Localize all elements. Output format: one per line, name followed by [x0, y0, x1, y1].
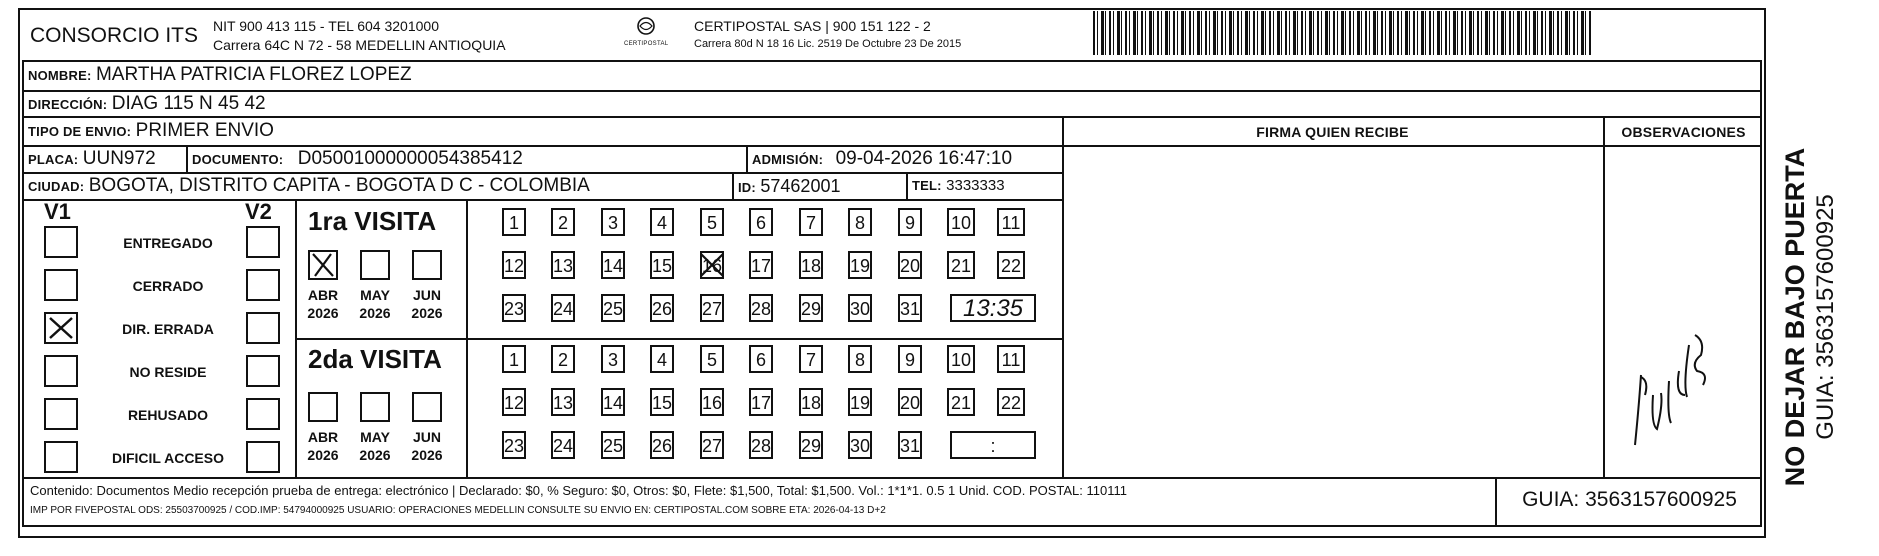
first-visit-day-box[interactable]: 27 [700, 294, 724, 322]
first-visit-day-box[interactable]: 20 [898, 251, 922, 279]
first-visit-day-box[interactable]: 31 [898, 294, 922, 322]
v2-checkbox[interactable] [246, 312, 280, 344]
second-visit-day-box[interactable]: 28 [749, 431, 773, 459]
second-visit-day-box[interactable]: 20 [898, 388, 922, 416]
v1-checkbox[interactable] [44, 226, 78, 258]
first-visit-day-box[interactable]: 2 [551, 208, 575, 236]
observaciones-handwriting [1605, 145, 1762, 475]
firma-header: FIRMA QUIEN RECIBE [1256, 124, 1409, 140]
first-visit-day-box[interactable]: 21 [947, 251, 975, 279]
second-visit-year-label: 2026 [307, 447, 339, 463]
second-visit-day-box[interactable]: 22 [997, 388, 1025, 416]
second-visit-day-box[interactable]: 24 [551, 431, 575, 459]
second-visit-day-box[interactable]: 25 [601, 431, 625, 459]
first-visit-day-box[interactable]: 14 [601, 251, 625, 279]
second-visit-time-box[interactable]: : [950, 431, 1036, 459]
second-visit-day-box[interactable]: 14 [601, 388, 625, 416]
first-visit-day-box[interactable]: 3 [601, 208, 625, 236]
barcode [1093, 11, 1593, 55]
v1-header: V1 [44, 199, 71, 224]
first-visit-day-box[interactable]: 16 [700, 251, 724, 279]
second-visit-month-label: MAY [360, 429, 390, 445]
second-visit-day-box[interactable]: 10 [947, 345, 975, 373]
first-visit-day-box[interactable]: 4 [650, 208, 674, 236]
first-visit-day-box[interactable]: 22 [997, 251, 1025, 279]
check-x-icon [46, 314, 76, 342]
direccion-row [28, 93, 266, 115]
second-visit-year-label: 2026 [411, 447, 443, 463]
certipostal-logo [624, 16, 668, 47]
status-option-label: NO RESIDE [129, 364, 207, 380]
second-visit-day-box[interactable]: 9 [898, 345, 922, 373]
first-visit-year-label: 2026 [411, 305, 443, 321]
first-visit-day-box[interactable]: 11 [997, 208, 1025, 236]
documento-value: D05001000000054385412 [297, 148, 523, 169]
second-visit-day-box[interactable]: 30 [848, 431, 872, 459]
tel-label: TEL: [912, 178, 942, 193]
status-option-label: REHUSADO [127, 407, 209, 423]
first-visit-day-box[interactable]: 30 [848, 294, 872, 322]
status-option-label: DIR. ERRADA [122, 321, 214, 337]
company-address: Carrera 64C N 72 - 58 MEDELLIN ANTIOQUIA [213, 37, 506, 53]
footer-imp: IMP POR FIVEPOSTAL ODS: 25503700925 / COD.IMP: 54794000925 USUARIO: OPERACIONES MEDELLIN CONSULTE SU ENVIO EN: CERTIPOSTAL.COM SOBRE ETA: 2026-04-13 D+2 [30, 505, 886, 516]
company-name: CONSORCIO ITS [30, 24, 199, 47]
first-visit-day-box[interactable]: 6 [749, 208, 773, 236]
side-text [1774, 112, 1864, 522]
v2-checkbox[interactable] [246, 441, 280, 473]
first-visit-day-box[interactable]: 19 [848, 251, 872, 279]
handwritten-note-icon [1605, 145, 1762, 475]
v2-checkbox[interactable] [246, 355, 280, 387]
id-label: ID: [738, 180, 756, 195]
second-visit-day-box[interactable]: 21 [947, 388, 975, 416]
tel-cell [912, 177, 1005, 195]
second-visit-day-box[interactable]: 18 [799, 388, 823, 416]
status-option-label: DIFICIL ACCESO [111, 450, 224, 466]
check-x-icon [310, 252, 336, 278]
first-visit-day-box[interactable]: 25 [601, 294, 625, 322]
carrier-address: Carrera 80d N 18 16 Lic. 2519 De Octubre 23 De 2015 [694, 38, 962, 50]
first-visit-title: 1ra VISITA [308, 206, 437, 236]
ciudad-label: CIUDAD: [28, 179, 85, 194]
first-visit-year-label: 2026 [307, 305, 339, 321]
company-nit: NIT 900 413 115 - TEL 604 3201000 [213, 18, 439, 34]
placa-cell [28, 148, 156, 170]
first-visit-day-box[interactable]: 10 [947, 208, 975, 236]
second-visit-month-checkbox[interactable] [412, 392, 442, 422]
second-visit-day-box[interactable]: 26 [650, 431, 674, 459]
second-visit-month-checkbox[interactable] [360, 392, 390, 422]
first-visit-day-box[interactable]: 15 [650, 251, 674, 279]
ciudad-cell [28, 175, 590, 197]
first-visit-month-checkbox[interactable] [360, 250, 390, 280]
second-visit-day-box[interactable]: 2 [551, 345, 575, 373]
v1-checkbox[interactable] [44, 355, 78, 387]
second-visit-day-box[interactable]: 19 [848, 388, 872, 416]
first-visit-day-box[interactable]: 18 [799, 251, 823, 279]
side-guia: GUIA: 3563157600925 [1812, 194, 1839, 440]
nombre-row [28, 64, 412, 86]
second-visit-day-box[interactable]: 3 [601, 345, 625, 373]
ciudad-value: BOGOTA, DISTRITO CAPITA - BOGOTA D C - COLOMBIA [88, 175, 590, 196]
observaciones-header: OBSERVACIONES [1621, 124, 1746, 140]
second-visit-title: 2da VISITA [308, 344, 442, 374]
direccion-label: DIRECCIÓN: [28, 97, 108, 112]
admision-label: ADMISIÓN: [752, 152, 824, 167]
first-visit-day-box[interactable]: 17 [749, 251, 773, 279]
first-visit-day-box[interactable]: 7 [799, 208, 823, 236]
first-visit-day-box[interactable]: 29 [799, 294, 823, 322]
second-visit-day-box[interactable]: 17 [749, 388, 773, 416]
direccion-value: DIAG 115 N 45 42 [111, 93, 266, 114]
second-visit-day-box[interactable]: 6 [749, 345, 773, 373]
admision-value: 09-04-2026 16:47:10 [835, 148, 1013, 169]
second-visit-day-box[interactable]: 13 [551, 388, 575, 416]
second-visit-day-box[interactable]: 8 [848, 345, 872, 373]
first-visit-year-label: 2026 [359, 305, 391, 321]
second-visit-day-box[interactable]: 7 [799, 345, 823, 373]
documento-cell [192, 148, 523, 170]
second-visit-day-box[interactable]: 11 [997, 345, 1025, 373]
second-visit-day-box[interactable]: 31 [898, 431, 922, 459]
tipo-label: TIPO DE ENVIO: [28, 124, 132, 139]
second-visit-day-box[interactable]: 5 [700, 345, 724, 373]
first-visit-time-box[interactable]: 13:35 [950, 294, 1036, 322]
first-visit-day-box[interactable]: 23 [502, 294, 526, 322]
second-visit-month-checkbox[interactable] [308, 392, 338, 422]
second-visit-year-label: 2026 [359, 447, 391, 463]
tipo-value: PRIMER ENVIO [135, 120, 274, 141]
tel-value: 3333333 [946, 177, 1005, 194]
v2-checkbox[interactable] [246, 226, 280, 258]
second-visit-month-label: JUN [412, 429, 441, 445]
second-visit-day-box[interactable]: 4 [650, 345, 674, 373]
first-visit-month-checkbox[interactable] [412, 250, 442, 280]
second-visit-day-box[interactable]: 29 [799, 431, 823, 459]
v1-checkbox[interactable] [44, 398, 78, 430]
first-visit-day-box[interactable]: 26 [650, 294, 674, 322]
v1-checkbox[interactable] [44, 312, 78, 344]
first-visit-day-box[interactable]: 5 [700, 208, 724, 236]
nombre-label: NOMBRE: [28, 68, 92, 83]
status-option-label: ENTREGADO [123, 235, 213, 251]
first-visit-day-box[interactable]: 8 [848, 208, 872, 236]
nombre-value: MARTHA PATRICIA FLOREZ LOPEZ [95, 64, 412, 85]
second-visit-day-box[interactable]: 15 [650, 388, 674, 416]
second-visit-day-box[interactable]: 12 [502, 388, 526, 416]
footer-guia: GUIA: 3563157600925 [1522, 488, 1737, 511]
first-visit-day-box[interactable]: 1 [502, 208, 526, 236]
second-visit-day-box[interactable]: 23 [502, 431, 526, 459]
footer-contenido: Contenido: Documentos Medio recepción prueba de entrega: electrónico | Declarado: $0, % Seguro: $0, Otros: $0, Flete: $1,500, Total: $1,500. Vol.: 1*1*1. 0.5 1 Unid. COD. POSTAL: 110111 [30, 483, 1127, 498]
first-visit-month-label: ABR [307, 287, 339, 303]
first-visit-day-box[interactable]: 9 [898, 208, 922, 236]
first-visit-month-label: MAY [360, 287, 390, 303]
v1-checkbox[interactable] [44, 269, 78, 301]
second-visit-day-box[interactable]: 1 [502, 345, 526, 373]
second-visit-day-box[interactable]: 27 [700, 431, 724, 459]
id-value: 57462001 [760, 176, 841, 196]
placa-label: PLACA: [28, 152, 79, 167]
v1-checkbox[interactable] [44, 441, 78, 473]
second-visit-month-label: ABR [307, 429, 339, 445]
first-visit-day-box[interactable]: 24 [551, 294, 575, 322]
logo-mark-icon [635, 16, 657, 36]
tipo-row [28, 120, 274, 142]
second-visit-day-box[interactable]: 16 [700, 388, 724, 416]
v2-checkbox[interactable] [246, 398, 280, 430]
status-option-label: CERRADO [132, 278, 204, 294]
side-warning: NO DEJAR BAJO PUERTA [1780, 147, 1810, 487]
id-cell [738, 176, 840, 197]
admision-cell [752, 148, 1012, 170]
documento-label: DOCUMENTO: [192, 152, 284, 167]
first-visit-month-label: JUN [412, 287, 441, 303]
logo-text: CERTIPOSTAL [624, 41, 669, 47]
first-visit-day-box[interactable]: 12 [502, 251, 526, 279]
first-visit-day-box[interactable]: 13 [551, 251, 575, 279]
v2-checkbox[interactable] [246, 269, 280, 301]
placa-value: UUN972 [82, 148, 156, 169]
first-visit-day-box[interactable]: 28 [749, 294, 773, 322]
first-visit-month-checkbox[interactable] [308, 250, 338, 280]
carrier-name: CERTIPOSTAL SAS | 900 151 122 - 2 [694, 18, 931, 34]
v2-header: V2 [245, 199, 272, 224]
